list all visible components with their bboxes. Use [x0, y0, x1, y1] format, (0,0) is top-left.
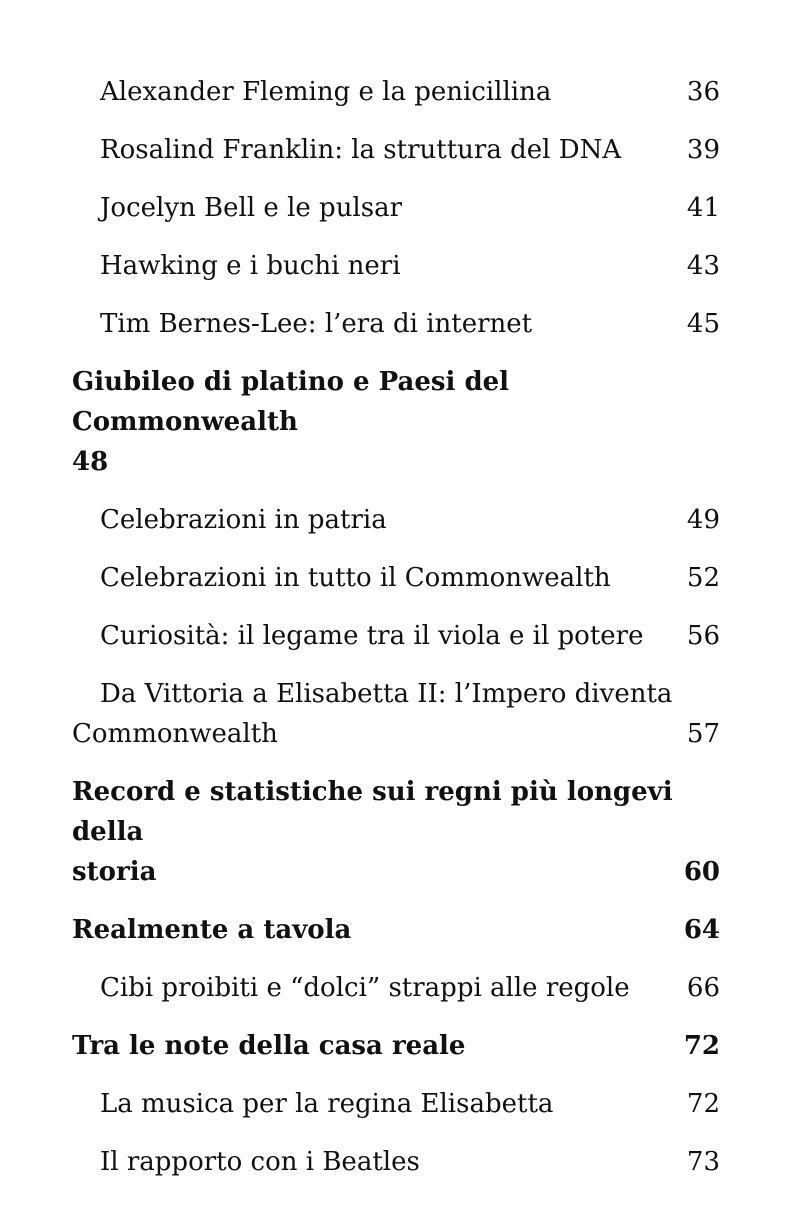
toc-entry-page: 57	[686, 719, 720, 749]
toc-entry[interactable]	[72, 246, 720, 286]
toc-section[interactable]	[72, 1026, 720, 1066]
toc-section[interactable]	[72, 362, 720, 482]
toc-entry-title: La musica per la regina Elisabetta	[100, 1089, 554, 1119]
toc-entry-page: 72	[686, 1089, 720, 1119]
toc-entry[interactable]	[72, 304, 720, 344]
toc-section[interactable]	[72, 910, 720, 950]
table-of-contents	[72, 72, 720, 1200]
toc-entry-title: Alexander Fleming e la penicillina	[100, 77, 552, 107]
toc-entry[interactable]	[72, 1084, 720, 1124]
toc-entry-title: Rosalind Franklin: la struttura del DNA	[100, 135, 622, 165]
toc-entry[interactable]	[72, 616, 720, 656]
toc-section-page: 64	[683, 915, 720, 945]
toc-entry-page: 73	[686, 1147, 720, 1177]
toc-entry-page: 43	[686, 251, 720, 281]
toc-entry[interactable]	[72, 968, 720, 1008]
toc-entry-title: Jocelyn Bell e le pulsar	[100, 193, 403, 223]
toc-entry[interactable]	[72, 130, 720, 170]
toc-entry-title: Celebrazioni in tutto il Commonwealth	[100, 563, 611, 593]
toc-entry[interactable]	[72, 1142, 720, 1182]
toc-entry[interactable]	[72, 188, 720, 228]
toc-section-title: Giubileo di platino e Paesi del Commonwealth	[72, 367, 510, 437]
toc-entry-title-line2: Commonwealth	[72, 719, 278, 749]
toc-entry-title: Hawking e i buchi neri	[100, 251, 401, 281]
toc-entry-page: 41	[686, 193, 720, 223]
toc-section[interactable]	[72, 772, 720, 892]
toc-section-page: 72	[683, 1031, 720, 1061]
toc-entry-title: Curiosità: il legame tra il viola e il potere	[100, 621, 644, 651]
toc-entry-page: 36	[686, 77, 720, 107]
toc-section-page: 48	[72, 447, 109, 477]
toc-section-title: Tra le note della casa reale	[72, 1031, 466, 1061]
toc-entry[interactable]	[72, 674, 720, 754]
toc-entry-page: 45	[686, 309, 720, 339]
toc-section-title: Realmente a tavola	[72, 915, 352, 945]
toc-entry-page: 66	[686, 973, 720, 1003]
toc-entry-title: Il rapporto con i Beatles	[100, 1147, 420, 1177]
toc-section-page: 60	[683, 857, 720, 887]
toc-entry-page: 49	[686, 505, 720, 535]
toc-section-title-line2: storia	[72, 857, 157, 887]
toc-entry[interactable]	[72, 72, 720, 112]
toc-entry-page: 56	[686, 621, 720, 651]
toc-entry-page: 39	[686, 135, 720, 165]
toc-entry[interactable]	[72, 500, 720, 540]
toc-entry-title-line1: Da Vittoria a Elisabetta II: l’Impero diventa	[100, 679, 673, 709]
toc-entry-page: 52	[686, 563, 720, 593]
toc-entry[interactable]	[72, 558, 720, 598]
toc-section-title-line1: Record e statistiche sui regni più longevi della	[72, 777, 673, 847]
toc-entry-title: Cibi proibiti e “dolci” strappi alle regole	[100, 973, 630, 1003]
toc-entry-title: Tim Bernes-Lee: l’era di internet	[100, 309, 533, 339]
toc-entry-title: Celebrazioni in patria	[100, 505, 387, 535]
